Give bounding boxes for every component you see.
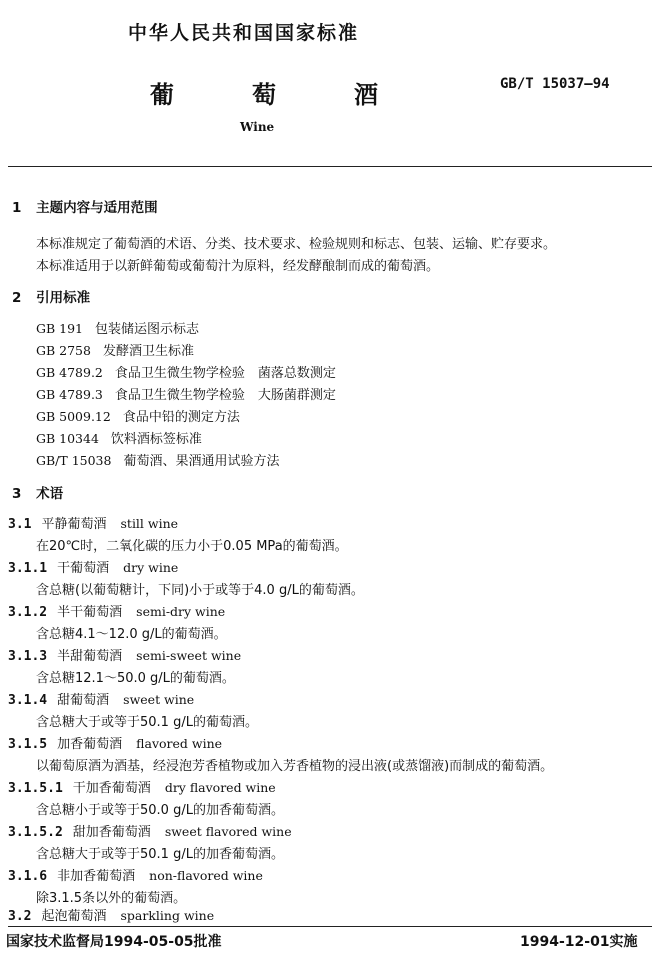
section-number: 2 [12,290,22,306]
footer-divider [8,926,652,927]
term-number: 3.1.5.1 [8,781,63,796]
approval-line: 国家技术监督局1994-05-05批准 [6,934,222,950]
reference-item [36,318,199,337]
reference-name: 饮料酒标签标准 [110,432,202,447]
term-heading [8,645,241,664]
term-number: 3.1.3 [8,649,48,664]
reference-code: GB 10344 [36,431,99,446]
term-en: still wine [120,516,179,531]
term-en: dry wine [123,560,179,575]
term-en: semi-dry wine [136,604,226,619]
reference-code: GB 191 [36,321,84,336]
term-heading [8,905,214,924]
term-number: 3.1.6 [8,869,48,884]
issuing-country-title: 中华人民共和国国家标准 [128,22,360,44]
reference-code: GB 4789.2 [36,365,103,380]
term-definition: 含总糖小于或等于50.0 g/L的加香葡萄酒。 [36,803,284,818]
reference-code: GB 2758 [36,343,91,358]
reference-item [36,362,336,381]
section-title: 主题内容与适用范围 [36,200,158,216]
reference-item [36,384,336,403]
term-number: 3.2 [8,909,32,924]
section-2-heading [12,286,90,306]
reference-item [36,428,202,447]
english-title: Wine [240,120,275,134]
section-number: 3 [12,486,22,502]
section-3-heading [12,482,63,502]
term-en: sweet wine [123,692,195,707]
standard-title: 葡萄酒 [150,81,456,109]
term-heading [8,513,178,532]
term-heading [8,733,222,752]
term-cn: 非加香葡萄酒 [57,869,136,884]
reference-name: 包装储运图示标志 [95,322,200,337]
term-en: non-flavored wine [149,868,263,883]
term-cn: 半甜葡萄酒 [57,649,123,664]
section-number: 1 [12,200,22,216]
term-number: 3.1.5 [8,737,48,752]
standard-code: GB/T 15037—94 [500,76,610,92]
term-definition: 以葡萄原酒为酒基，经浸泡芳香植物或加入芳香植物的浸出液(或蒸馏液)而制成的葡萄酒。 [36,759,554,774]
section-title: 引用标准 [36,290,91,306]
term-cn: 半干葡萄酒 [57,605,123,620]
term-en: sparkling wine [120,908,215,923]
term-en: semi-sweet wine [136,648,242,663]
header-divider [8,166,652,167]
paragraph: 本标准规定了葡萄酒的术语、分类、技术要求、检验规则和标志、包装、运输、贮存要求。 [36,237,557,252]
term-definition: 含总糖大于或等于50.1 g/L的加香葡萄酒。 [36,847,284,862]
paragraph: 本标准适用于以新鲜葡萄或葡萄汁为原料，经发酵酿制而成的葡萄酒。 [36,259,440,274]
effective-date: 1994-12-01实施 [520,934,638,950]
term-cn: 干葡萄酒 [57,561,110,576]
term-heading [8,601,225,620]
term-definition: 含总糖12.1～50.0 g/L的葡萄酒。 [36,671,235,686]
term-en: flavored wine [136,736,223,751]
reference-item [36,406,240,425]
reference-name: 葡萄酒、果酒通用试验方法 [123,454,280,469]
term-heading [8,557,178,576]
term-number: 3.1.4 [8,693,48,708]
term-cn: 甜加香葡萄酒 [72,825,151,840]
reference-code: GB 5009.12 [36,409,111,424]
term-number: 3.1 [8,517,32,532]
term-cn: 干加香葡萄酒 [72,781,151,796]
term-en: dry flavored wine [164,780,276,795]
section-1-heading [12,196,158,216]
reference-name: 发酵酒卫生标准 [102,344,194,359]
term-cn: 甜葡萄酒 [57,693,110,708]
term-heading [8,865,263,884]
term-definition: 除3.1.5条以外的葡萄酒。 [36,891,187,906]
term-heading [8,821,292,840]
section-title: 术语 [36,486,64,502]
term-cn: 平静葡萄酒 [41,517,107,532]
reference-name: 食品卫生微生物学检验 菌落总数测定 [114,366,336,381]
term-definition: 含总糖(以葡萄糖计，下同)小于或等于4.0 g/L的葡萄酒。 [36,583,364,598]
term-number: 3.1.1 [8,561,48,576]
reference-item [36,340,194,359]
term-cn: 加香葡萄酒 [57,737,123,752]
term-number: 3.1.5.2 [8,825,63,840]
term-number: 3.1.2 [8,605,48,620]
term-definition: 含总糖大于或等于50.1 g/L的葡萄酒。 [36,715,258,730]
term-heading [8,777,276,796]
term-definition: 含总糖4.1～12.0 g/L的葡萄酒。 [36,627,227,642]
term-definition: 在20℃时，二氧化碳的压力小于0.05 MPa的葡萄酒。 [36,539,348,554]
reference-code: GB/T 15038 [36,453,112,468]
reference-item [36,450,279,469]
term-heading [8,689,194,708]
term-en: sweet flavored wine [164,824,292,839]
reference-code: GB 4789.3 [36,387,103,402]
term-cn: 起泡葡萄酒 [41,909,107,924]
reference-name: 食品卫生微生物学检验 大肠菌群测定 [114,388,336,403]
reference-name: 食品中铅的测定方法 [122,410,240,425]
